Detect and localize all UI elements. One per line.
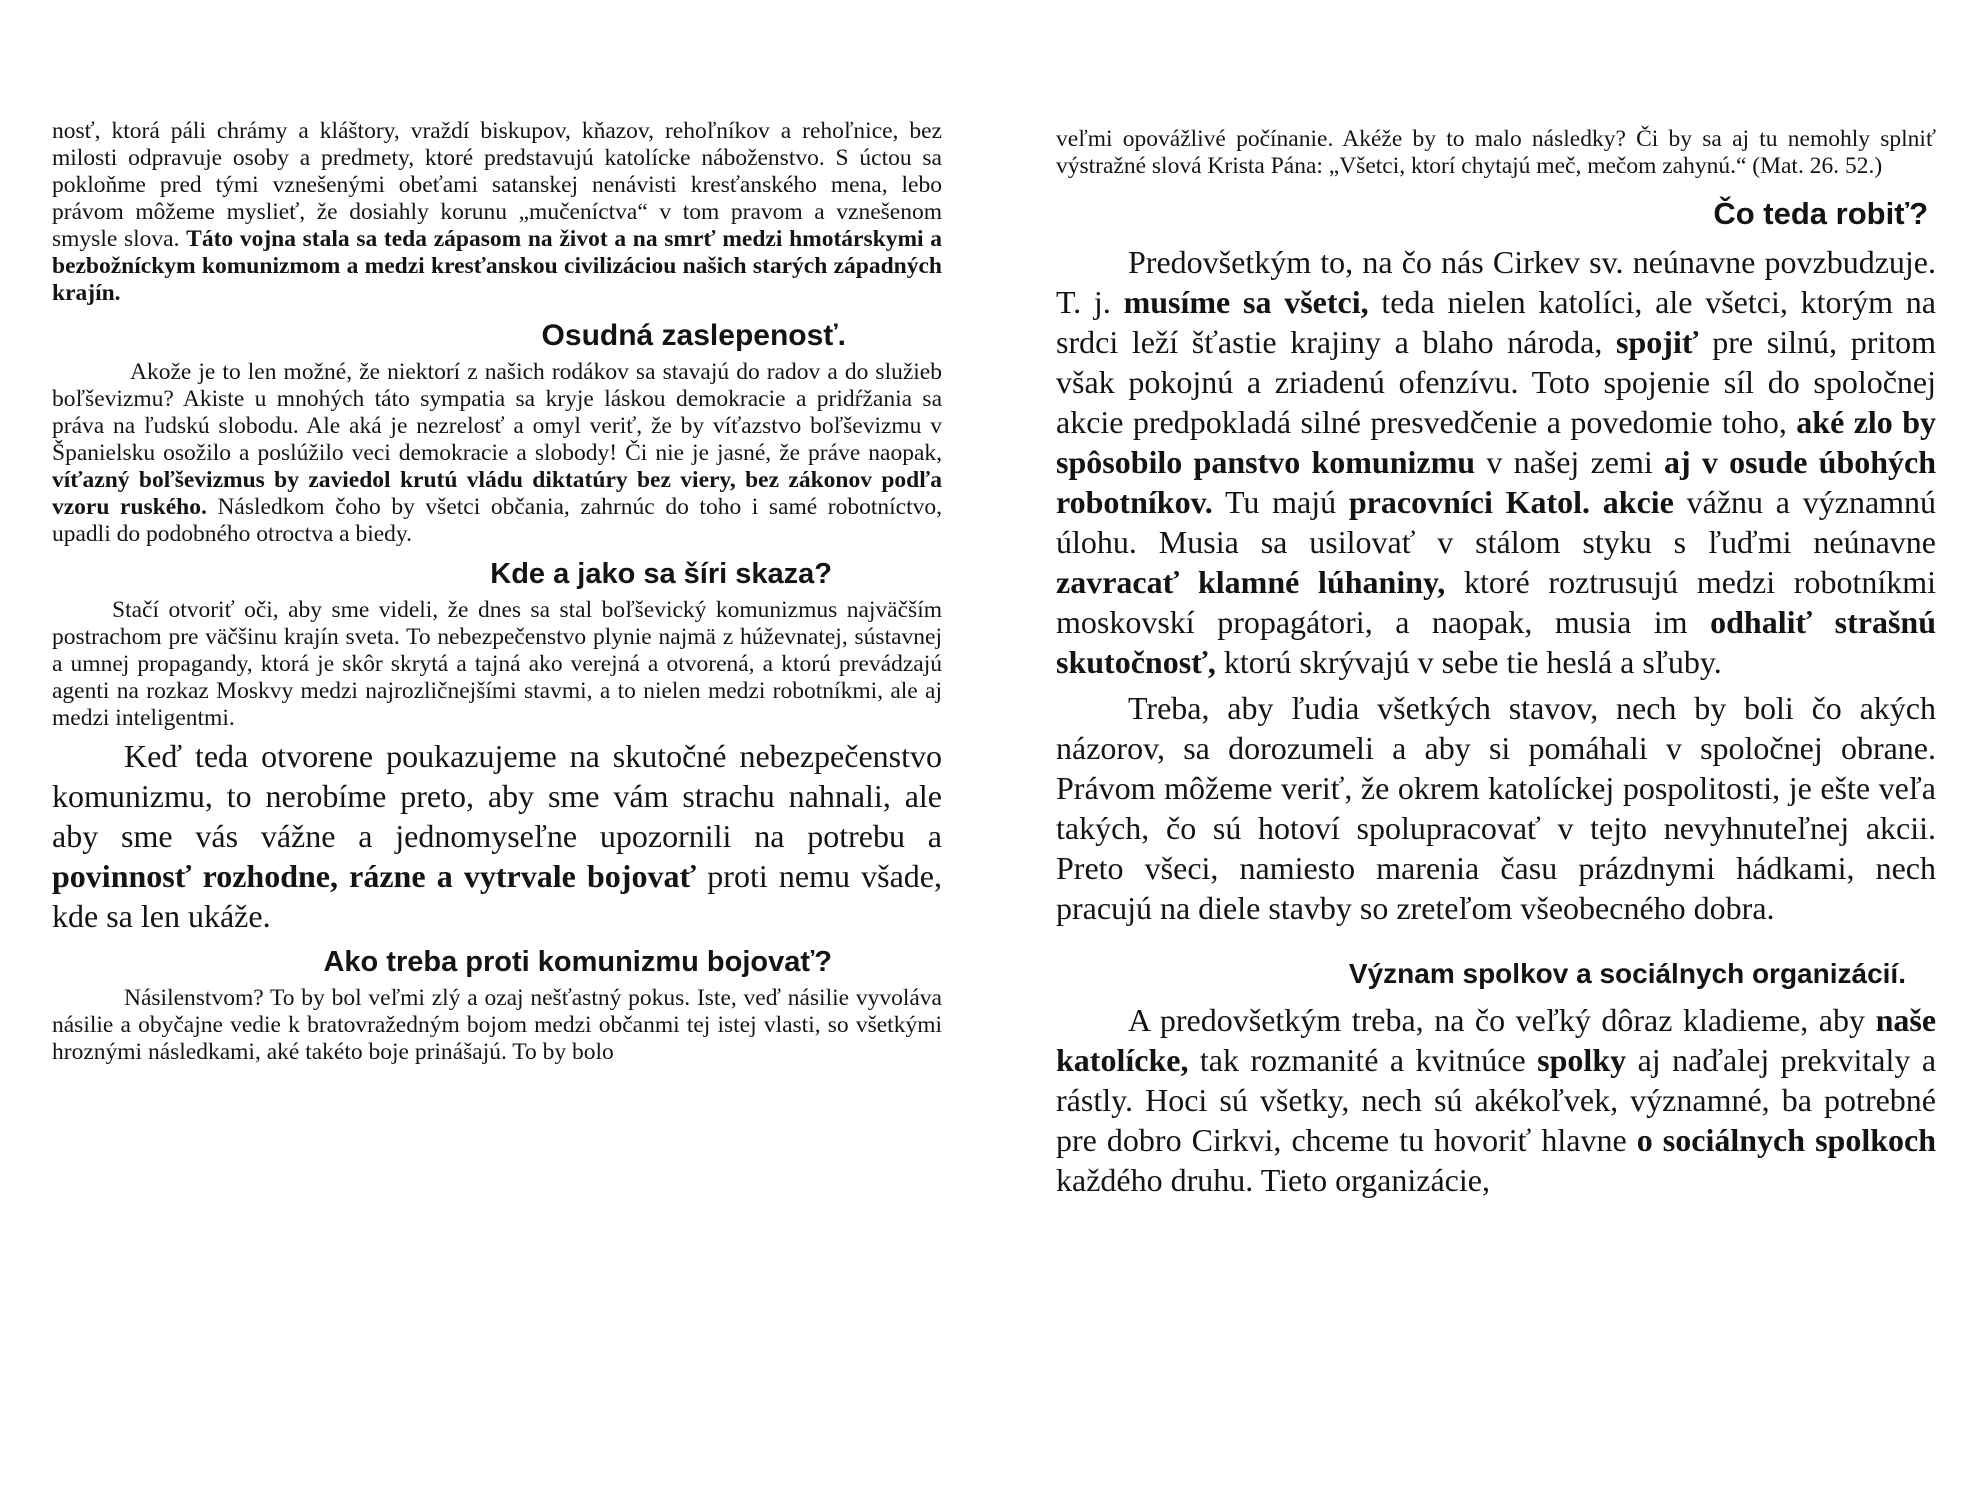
right-p4-d: aj naďalej prekvitaly a rástly. Hoci sú všetky, nech sú akékoľvek, významné, ba potrebné pre dobro Cirkvi, chceme tu hovoriť hlavne: [1056, 1042, 1937, 1158]
right-p2-b4: aj v osude úbohých robotníkov.: [1056, 444, 1937, 520]
right-p4-b2: spolky: [1537, 1042, 1627, 1078]
left-p2-text1: Akože je to len možné, že niektorí z našich rodákov sa stavajú do radov a do služieb boľševizmu? Akiste u mnohých táto sympatia sa kryje láskou demokracie a pridŕžania sa práva na ľudskú slobodu. Ale aká je nezrelosť a omyl veriť, že by víťazstvo boľševizmu v Španielsku osožilo a poslúžilo veci demokracie a slobody! Či nie je jasné, že práve naopak,: [52, 359, 942, 466]
heading-ako-treba-bojovat: Ako treba proti komunizmu bojovať?: [323, 946, 832, 978]
right-p2-g: vážnu a významnú úlohu. Musia sa usilovať v stálom styku s ľuďmi neúnavne: [1056, 484, 1937, 560]
right-p4-b1: naše katolícke,: [1056, 1002, 1937, 1078]
left-p2-text2: Následkom čoho by všetci občania, zahrnúc do toho i samé robotníctvo, upadli do podobného otroctva a biedy.: [52, 494, 942, 547]
right-p2-f: Tu majú: [1224, 484, 1337, 520]
heading-osudna-zaslepenost: Osudná zaslepenosť.: [541, 319, 846, 352]
right-p4-c: tak rozmanité a kvitnúce: [1199, 1042, 1526, 1078]
right-p2-h: ktoré roztrusujú medzi robotníkmi moskovskí propagátori, a naopak, musia im: [1056, 564, 1937, 640]
right-column: [1056, 126, 1936, 1200]
heading-co-teda-robit: Čo teda robiť?: [1713, 196, 1928, 231]
right-paragraph-4: [1056, 1000, 1936, 1200]
heading-vyznam-spolkov: Význam spolkov a sociálnych organizácií.: [1348, 958, 1906, 989]
left-p4-text: Keď teda otvorene poukazujeme na skutočné nebezpečenstvo komunizmu, to nerobíme preto, aby sme vám strachu nahnali, ale aby sme vás vážne a jednomyseľne upozornili na potrebu a: [52, 738, 942, 854]
left-p4-text2: proti nemu všade, kde sa len ukáže.: [52, 858, 943, 934]
right-p2-e: v našej zemi: [1486, 444, 1653, 480]
left-p4-bold: povinnosť rozhodne, rázne a vytrvale bojovať: [52, 858, 697, 894]
right-p2-c: teda nielen katolíci, ale všetci, ktorým na srdci leží šťastie krajiny a blaho národa,: [1056, 284, 1937, 360]
left-paragraph-4: [52, 736, 942, 936]
right-p2-b1: musíme sa všetci,: [1123, 284, 1369, 320]
right-p2-d: pre silnú, pritom však pokojnú a zriadenú ofenzívu. Toto spojenie síl do spoločnej akcie predpokladá silné presvedčenie a povedomie toho,: [1056, 324, 1937, 440]
left-paragraph-5: Násilenstvom? To by bol veľmi zlý a ozaj nešťastný pokus. Iste, veď násilie vyvoláva násilie a obyčajne vedie k bratovražedným bojom medzi občanmi tej istej vlasti, so všetkými hroznými následkami, aké takéto boje prinášajú. To by bolo: [52, 985, 942, 1065]
right-p2-b5: pracovníci Katol. akcie: [1348, 484, 1674, 520]
right-p4-e: každého druhu. Tieto organizácie,: [1056, 1162, 1490, 1198]
left-p1-text: nosť, ktorá páli chrámy a kláštory, vraždí biskupov, kňazov, rehoľníkov a rehoľnice, bez milosti odpravuje osoby a predmety, ktoré predstavujú katolícke náboženstvo. S úctou sa pokloňme pred tými vznešenými obeťami satanskej nenávisti kresťanského mena, lebo právom môžeme myslieť, že dosiahly korunu „mučeníctva“ v tom pravom a vznešenom smysle slova.: [52, 118, 942, 252]
left-paragraph-3: Stačí otvoriť oči, aby sme videli, že dnes sa stal boľševický komunizmus najväčším postrachom pre väčšinu krajín sveta. To nebezpečenstvo plynie najmä z húževnatej, sústavnej a umnej propagandy, ktorá je skôr skrytá a tajná ako verejná a otvorená, a ktorú prevádzajú agenti na rozkaz Moskvy medzi najrozličnejšími stavmi, a to nielen medzi robotníkmi, ale aj medzi inteligentmi.: [52, 597, 942, 731]
right-p4-b3: o sociálnych spolkoch: [1636, 1122, 1936, 1158]
left-column: [52, 118, 942, 1066]
right-paragraph-1: veľmi opovážlivé počínanie. Akéže by to malo následky? Či by sa aj tu nemohly splniť výstražné slová Krista Pána: „Všetci, ktorí chytajú meč, mečom zahynú.“ (Mat. 26. 52.): [1056, 126, 1936, 179]
right-p2-b7: odhaliť strašnú skutočnosť,: [1056, 604, 1937, 680]
right-p2-b2: spojiť: [1616, 324, 1699, 360]
right-p2-a: Predovšetkým to, na čo nás Cirkev sv. neúnavne povzbudzuje. T. j.: [1056, 244, 1936, 320]
right-p2-b6: zavracať klamné lúhaniny,: [1056, 564, 1446, 600]
right-paragraph-2: [1056, 242, 1936, 682]
left-paragraph-2: [52, 359, 942, 548]
right-p2-i: ktorú skrývajú v sebe tie heslá a sľuby.: [1223, 644, 1722, 680]
heading-kde-a-jako: Kde a jako sa šíri skaza?: [490, 558, 832, 590]
right-p2-b3: aké zlo by spôsobilo panstvo komunizmu: [1056, 404, 1937, 480]
left-p1-bold: Táto vojna stala sa teda zápasom na život a na smrť medzi hmotárskymi a bezbožníckym komunizmom a medzi kresťanskou civilizáciou našich starých západných krajín.: [52, 226, 942, 306]
right-p4-a: A predovšetkým treba, na čo veľký dôraz kladieme, aby: [1128, 1002, 1866, 1038]
left-paragraph-1: [52, 118, 942, 307]
right-paragraph-3: Treba, aby ľudia všetkých stavov, nech by boli čo akých názorov, sa dorozumeli a aby si pomáhali v spoločnej obrane. Právom môžeme veriť, že okrem katolíckej pospolitosti, je ešte veľa takých, čo sú hotoví spolupracovať v tejto nevyhnuteľnej akcii. Preto všeci, namiesto marenia času prázdnymi hádkami, nech pracujú na diele stavby so zreteľom všeobecného dobra.: [1056, 690, 1936, 926]
left-p2-bold: víťazný boľševizmus by zaviedol krutú vládu diktatúry bez viery, bez zákonov podľa vzoru ruského.: [52, 467, 942, 520]
